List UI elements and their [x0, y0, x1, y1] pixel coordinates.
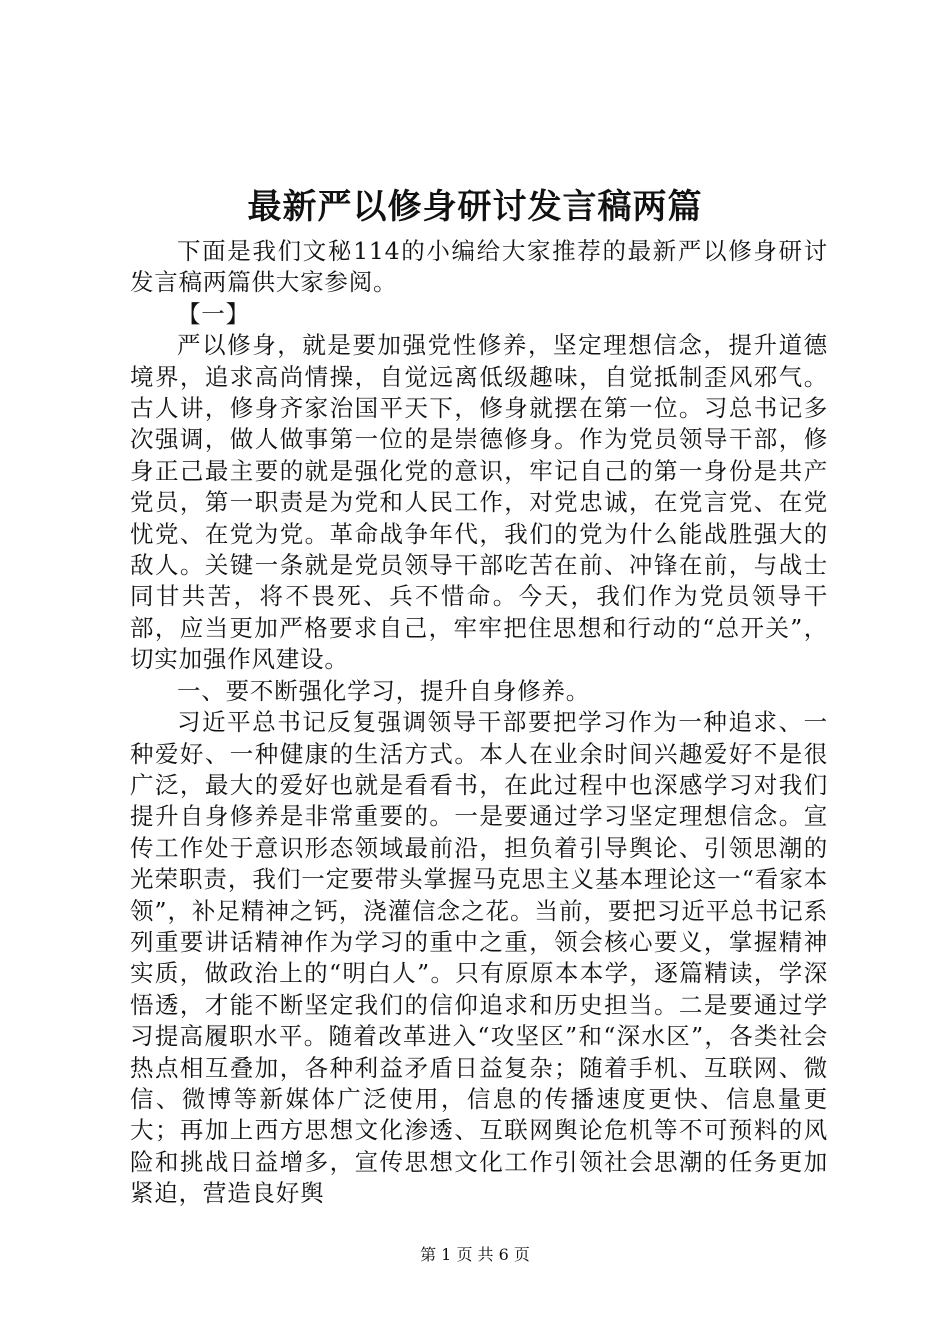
intro-paragraph: 下面是我们文秘114的小编给大家推荐的最新严以修身研讨发言稿两篇供大家参阅。: [130, 237, 828, 297]
body-paragraph: 严以修身，就是要加强党性修养，坚定理想信念，提升道德境界，追求高尚情操，自觉远离低级趣味，自觉抵制歪风邪气。古人讲，修身齐家治国平天下，修身就摆在第一位。习总书记多次强调，做人做事第一位的是崇德修身。作为党员领导干部，修身正己最主要的就是强化党的意识，牢记自己的第一身份是共产党员，第一职责是为党和人民工作，对党忠诚，在党言党、在党忧党、在党为党。革命战争年代，我们的党为什么能战胜强大的敌人。关键一条就是党员领导干部吃苦在前、冲锋在前，与战士同甘共苦，将不畏死、兵不惜命。今天，我们作为党员领导干部，应当更加严格要求自己，牢牢把住思想和行动的“总开关”，切实加强作风建设。: [130, 331, 828, 674]
page-footer: 第 1 页 共 6 页: [420, 1245, 530, 1264]
document-body: [130, 236, 828, 1210]
section-heading: 一、要不断强化学习，提升自身修养。: [177, 676, 591, 705]
body-paragraph: 习近平总书记反复强调领导干部要把学习作为一种追求、一种爱好、一种健康的生活方式。本人在业余时间兴趣爱好不是很广泛，最大的爱好也就是看看书，在此过程中也深感学习对我们提升自身修养是非常重要的。一是要通过学习坚定理想信念。宣传工作处于意识形态领域最前沿，担负着引导舆论、引领思潮的光荣职责，我们一定要带头掌握马克思主义基本理论这一“看家本领”，补足精神之钙，浇灌信念之花。当前，要把习近平总书记系列重要讲话精神作为学习的重中之重，领会核心要义，掌握精神实质，做政治上的“明白人”。只有原原本本学，逐篇精读，学深悟透，才能不断坚定我们的信仰追求和历史担当。二是要通过学习提高履职水平。随着改革进入“攻坚区”和“深水区”，各类社会热点相互叠加，各种利益矛盾日益复杂；随着手机、互联网、微信、微博等新媒体广泛使用，信息的传播速度更快、信息量更大；再加上西方思想文化渗透、互联网舆论危机等不可预料的风险和挑战日益增多，宣传思想文化工作引领社会思潮的任务更加紧迫，营造良好舆: [130, 708, 828, 1208]
document-title: 最新严以修身研讨发言稿两篇: [247, 187, 703, 227]
section-marker: 【一】: [177, 299, 250, 328]
